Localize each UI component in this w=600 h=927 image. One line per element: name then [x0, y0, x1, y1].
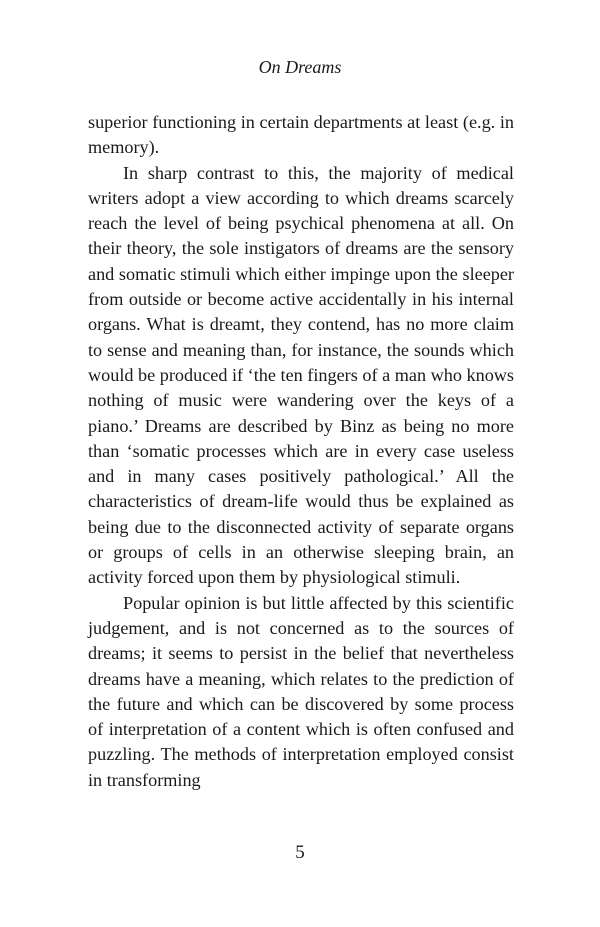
paragraph-medical-writers: In sharp contrast to this, the majority of medical writers adopt a view according to which dreams scarcely reach the level of being psychical phenomena at all. On their theory, the sole instigators of dreams are the sensory and somatic stimuli which either impinge upon the sleeper from outside or become active accidentally in his internal organs. What is dreamt, they contend, has no more claim to sense and meaning than, for instance, the sounds which would be produced if ‘the ten fingers of a man who knows nothing of music were wandering over the keys of a piano.’ Dreams are described by Binz as being no more than ‘somatic processes which are in every case useless and in many cases positively pathological.’ All the characteristics of dream-life would thus be explained as being due to the disconnected activity of separate organs or groups of cells in an otherwise sleeping brain, an activity forced upon them by physiological stimuli.: [88, 162, 514, 588]
paragraph-continuation: superior functioning in certain departments at least (e.g. in memory).: [88, 112, 514, 158]
running-title: On Dreams: [258, 57, 342, 77]
page-number: 5: [295, 842, 305, 863]
paragraph-popular-opinion: Popular opinion is but little affected by this scientific judgement, and is not concerned as to the sources of dreams; it seems to persist in the belief that nevertheless dreams have a meaning, which relates to the prediction of the future and which can be discovered by some process of interpretation of a content which is often confused and puzzling. The methods of interpretation employed consist in transforming: [88, 592, 514, 790]
body-text: [88, 110, 514, 793]
